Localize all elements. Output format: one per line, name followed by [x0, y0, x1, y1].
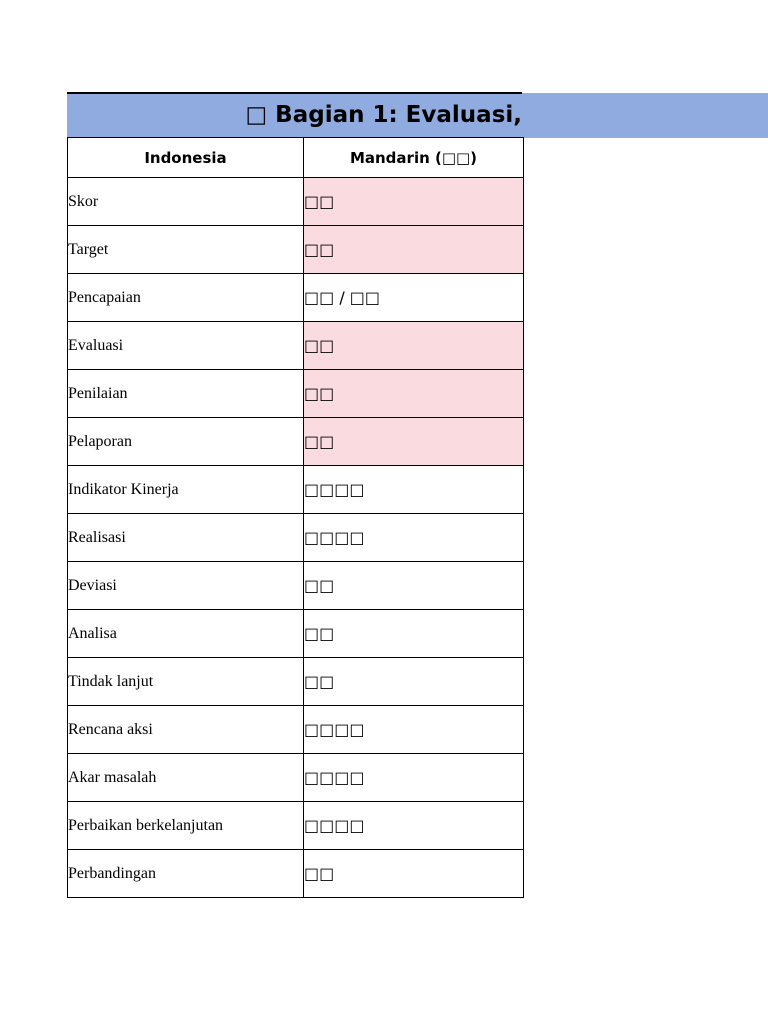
table-row	[68, 754, 524, 802]
cell-indonesia[interactable]: Pelaporan	[68, 418, 304, 466]
cell-mandarin[interactable]: □□	[304, 850, 524, 898]
table-row	[68, 850, 524, 898]
cell-indonesia[interactable]: Deviasi	[68, 562, 304, 610]
header-row	[68, 138, 524, 178]
cell-mandarin-highlighted[interactable]: □□	[304, 226, 524, 274]
header-mandarin[interactable]: Mandarin (□□)	[304, 138, 524, 178]
table-row	[68, 178, 524, 226]
cell-mandarin[interactable]: □□□□	[304, 466, 524, 514]
cell-indonesia[interactable]: Penilaian	[68, 370, 304, 418]
cell-mandarin[interactable]: □□	[304, 562, 524, 610]
glossary-table	[67, 137, 524, 898]
cell-mandarin[interactable]: □□□□	[304, 754, 524, 802]
table-row	[68, 226, 524, 274]
table-row	[68, 370, 524, 418]
table-row	[68, 274, 524, 322]
table-row	[68, 418, 524, 466]
cell-mandarin[interactable]: □□□□	[304, 802, 524, 850]
cell-indonesia[interactable]: Skor	[68, 178, 304, 226]
cell-indonesia[interactable]: Pencapaian	[68, 274, 304, 322]
table-row	[68, 802, 524, 850]
cell-indonesia[interactable]: Analisa	[68, 610, 304, 658]
table-row	[68, 514, 524, 562]
table-row	[68, 658, 524, 706]
table-row	[68, 610, 524, 658]
cell-mandarin-highlighted[interactable]: □□	[304, 322, 524, 370]
table-row	[68, 706, 524, 754]
cell-indonesia[interactable]: Tindak lanjut	[68, 658, 304, 706]
cell-indonesia[interactable]: Evaluasi	[68, 322, 304, 370]
cell-indonesia[interactable]: Perbaikan berkelanjutan	[68, 802, 304, 850]
section-title: □ Bagian 1: Evaluasi,	[245, 102, 522, 128]
table-row	[68, 322, 524, 370]
cell-mandarin-highlighted[interactable]: □□	[304, 370, 524, 418]
cell-indonesia[interactable]: Akar masalah	[68, 754, 304, 802]
cell-mandarin[interactable]: □□	[304, 610, 524, 658]
table-row	[68, 562, 524, 610]
cell-mandarin-highlighted[interactable]: □□	[304, 418, 524, 466]
cell-indonesia[interactable]: Perbandingan	[68, 850, 304, 898]
cell-indonesia[interactable]: Target	[68, 226, 304, 274]
cell-indonesia[interactable]: Rencana aksi	[68, 706, 304, 754]
cell-indonesia[interactable]: Indikator Kinerja	[68, 466, 304, 514]
header-indonesia[interactable]: Indonesia	[68, 138, 304, 178]
cell-mandarin[interactable]: □□□□	[304, 706, 524, 754]
cell-mandarin-highlighted[interactable]: □□	[304, 178, 524, 226]
cell-mandarin[interactable]: □□ / □□	[304, 274, 524, 322]
cell-indonesia[interactable]: Realisasi	[68, 514, 304, 562]
cell-mandarin[interactable]: □□□□	[304, 514, 524, 562]
cell-mandarin[interactable]: □□	[304, 658, 524, 706]
table-row	[68, 466, 524, 514]
